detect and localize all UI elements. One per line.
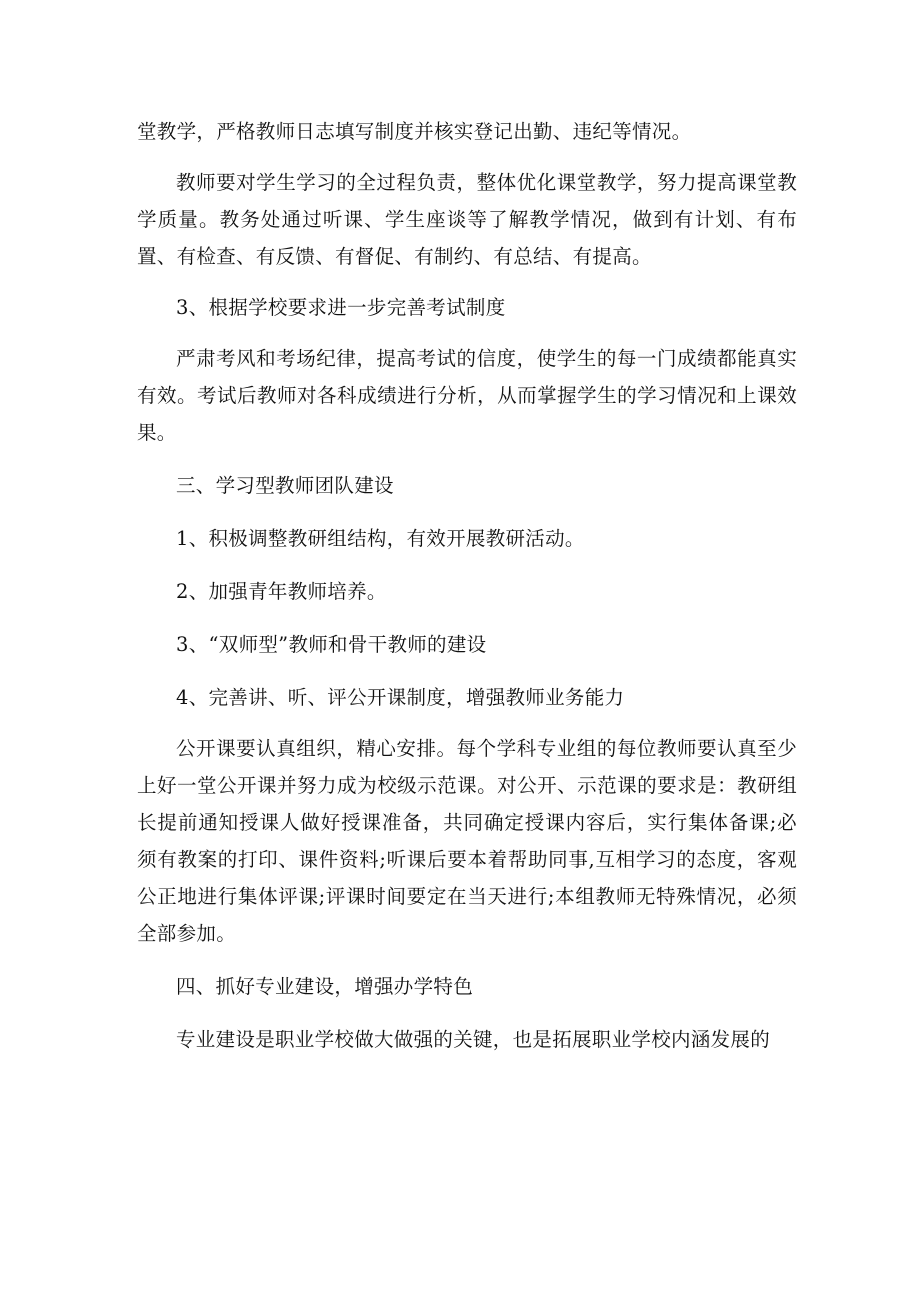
heading-exam-system: 3、根据学校要求进一步完善考试制度 <box>176 296 506 319</box>
list-item-4: 4、完善讲、听、评公开课制度，增强教师业务能力 <box>176 686 625 709</box>
paragraph-exam-discipline: 严肃考风和考场纪律，提高考试的信度，使学生的每一门成绩都能真实有效。考试后教师对各科成绩进行分析，从而掌握学生的学习情况和上课效果。 <box>137 347 797 444</box>
list-item-3: 3、“双师型”教师和骨干教师的建设 <box>176 633 487 656</box>
paragraph-open-class: 公开课要认真组织，精心安排。每个学科专业组的每位教师要认真至少上好一堂公开课并努力成为校级示范课。对公开、示范课的要求是：教研组长提前通知授课人做好授课准备，共同确定授课内容后，实行集体备课;必须有教案的打印、课件资料;听课后要本着帮助同事,互相学习的态度，客观公正地进行集体评课;评课时间要定在当天进行;本组教师无特殊情况，必须全部参加。 <box>137 737 797 945</box>
document-body <box>137 113 797 1058</box>
list-item-2: 2、加强青年教师培养。 <box>176 580 387 603</box>
paragraph-specialty-building: 专业建设是职业学校做大做强的关键，也是拓展职业学校内涵发展的 <box>176 1028 771 1051</box>
paragraph-teacher-responsibility: 教师要对学生学习的全过程负责，整体优化课堂教学，努力提高课堂教学质量。教务处通过听课、学生座谈等了解教学情况，做到有计划、有布置、有检查、有反馈、有督促、有制约、有总结、有提高。 <box>137 171 797 268</box>
list-item-1: 1、积极调整教研组结构，有效开展教研活动。 <box>176 527 585 550</box>
heading-section-four: 四、抓好专业建设，增强办学特色 <box>176 975 474 998</box>
paragraph-continuation: 堂教学，严格教师日志填写制度并核实登记出勤、违纪等情况。 <box>137 120 692 143</box>
heading-section-three: 三、学习型教师团队建设 <box>176 474 394 497</box>
